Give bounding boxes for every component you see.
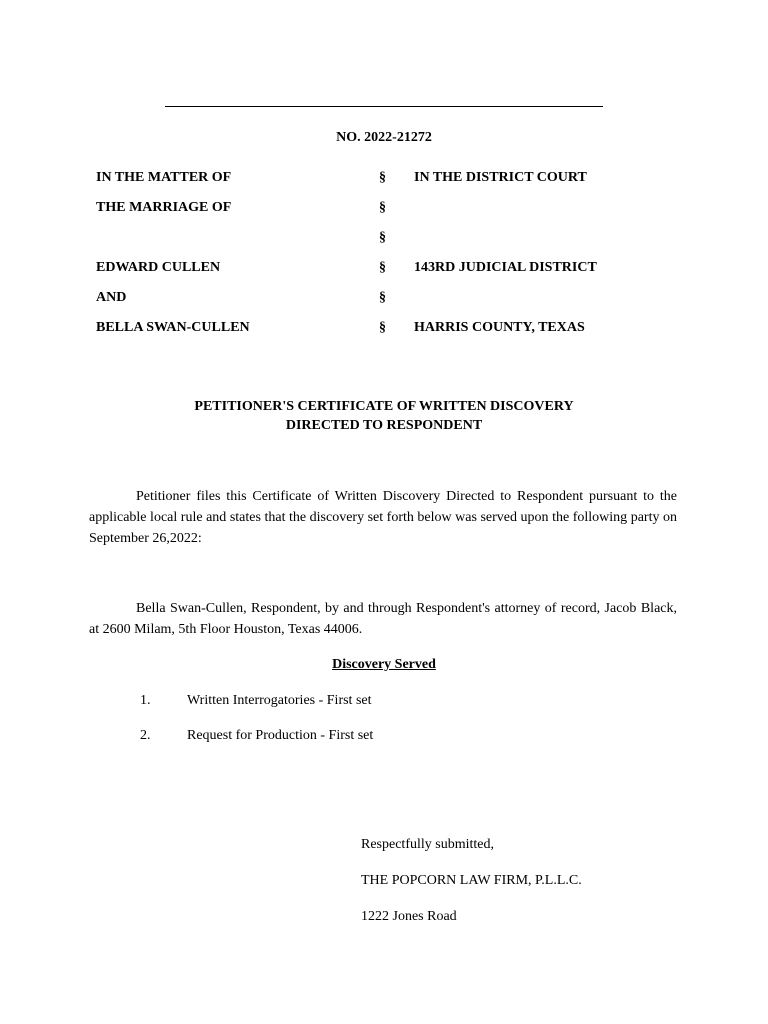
list-item-number: 2. bbox=[140, 728, 151, 743]
document-subtitle: DIRECTED TO RESPONDENT bbox=[285, 418, 483, 433]
body-paragraph: Bella Swan-Cullen, Respondent, by and through Respondent's attorney of record, Jacob Black, at 2600 Milam, 5th Floor Houston, Texas 44006. bbox=[89, 601, 677, 637]
list-item bbox=[0, 728, 768, 748]
header-rule bbox=[165, 106, 603, 107]
section-symbol: § bbox=[379, 260, 386, 275]
caption-row bbox=[0, 200, 768, 220]
signature-address: 1222 Jones Road bbox=[361, 909, 457, 924]
caption-row bbox=[0, 290, 768, 310]
caption-row bbox=[0, 260, 768, 280]
caption-right: IN THE DISTRICT COURT bbox=[414, 170, 587, 185]
signature-firm: THE POPCORN LAW FIRM, P.L.L.C. bbox=[361, 873, 582, 888]
section-symbol: § bbox=[379, 170, 386, 185]
list-item bbox=[0, 693, 768, 713]
caption-left: THE MARRIAGE OF bbox=[96, 200, 232, 215]
caption-left: AND bbox=[96, 290, 127, 305]
section-symbol: § bbox=[379, 200, 386, 215]
list-item-text: Written Interrogatories - First set bbox=[187, 693, 372, 708]
caption-right: 143RD JUDICIAL DISTRICT bbox=[414, 260, 597, 275]
caption-left: BELLA SWAN-CULLEN bbox=[96, 320, 250, 335]
caption-row bbox=[0, 320, 768, 340]
caption-right: HARRIS COUNTY, TEXAS bbox=[414, 320, 585, 335]
caption-row bbox=[0, 230, 768, 250]
section-symbol: § bbox=[379, 290, 386, 305]
body-paragraph: Petitioner files this Certificate of Written Discovery Directed to Respondent pursuant to the applicable local rule and states that the discovery set forth below was served upon the following party on September 26,2022: bbox=[89, 489, 677, 546]
section-symbol: § bbox=[379, 230, 386, 245]
document-title: PETITIONER'S CERTIFICATE OF WRITTEN DISCOVERY bbox=[194, 399, 574, 414]
list-item-number: 1. bbox=[140, 693, 151, 708]
caption-left: IN THE MATTER OF bbox=[96, 170, 232, 185]
list-item-text: Request for Production - First set bbox=[187, 728, 374, 743]
section-symbol: § bbox=[379, 320, 386, 335]
caption-row bbox=[0, 170, 768, 190]
section-heading: Discovery Served bbox=[332, 657, 436, 672]
signature-closing: Respectfully submitted, bbox=[361, 837, 494, 852]
caption-left: EDWARD CULLEN bbox=[96, 260, 221, 275]
case-number: NO. 2022-21272 bbox=[336, 130, 432, 145]
